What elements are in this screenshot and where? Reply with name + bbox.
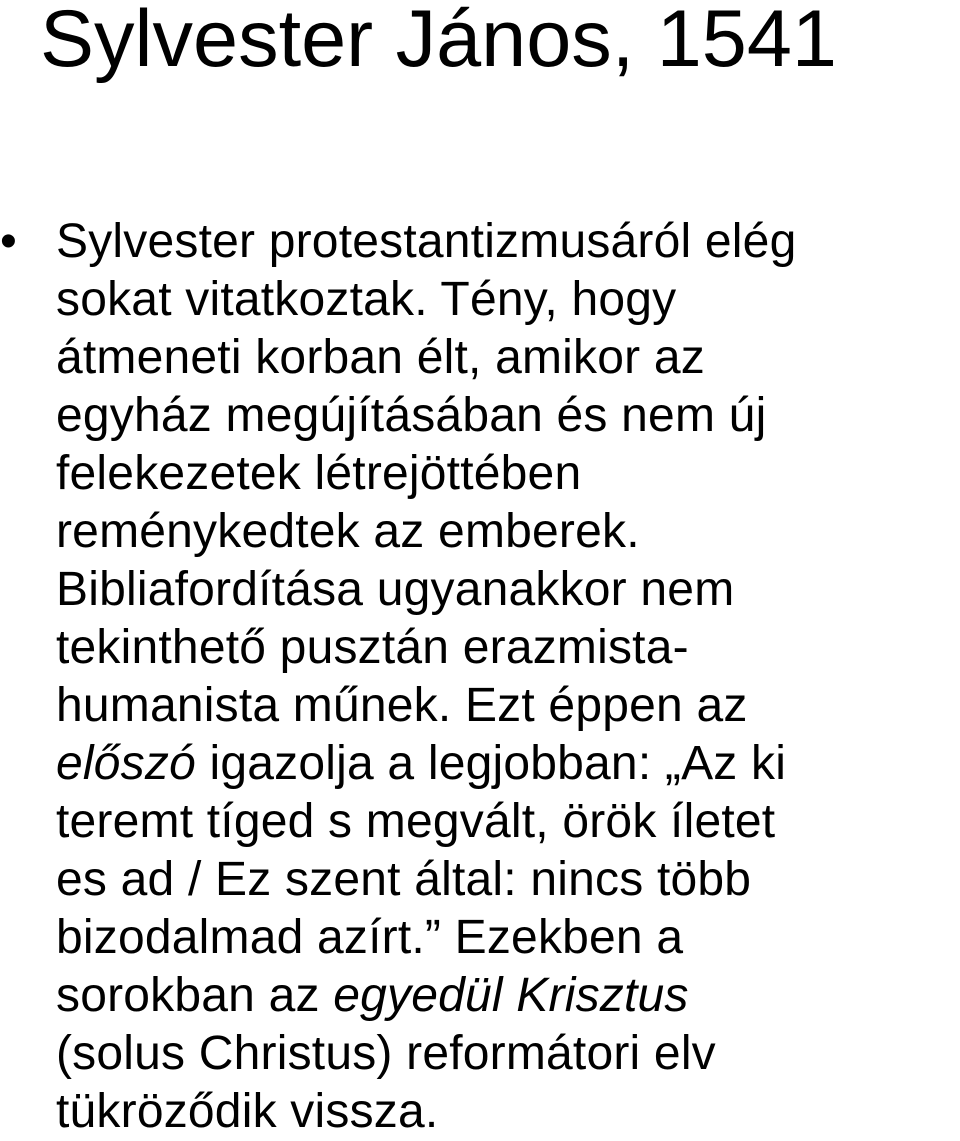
italic-text-run: előszó — [56, 737, 196, 790]
slide-title: Sylvester János, 1541 — [40, 0, 837, 84]
text-run: igazolja a legjobban: „Az ki — [195, 737, 787, 790]
text-run: átmeneti korban élt, amikor az — [56, 331, 705, 384]
text-run: humanista műnek. Ezt éppen az — [56, 679, 748, 732]
text-line — [56, 1025, 956, 1083]
text-run: es ad / Ez szent által: nincs több — [56, 853, 752, 906]
text-run: Bibliafordítása ugyanakkor nem — [56, 563, 735, 616]
text-run: reménykedtek az emberek. — [56, 505, 640, 558]
bullet-text — [56, 213, 956, 1141]
text-run: sokat vitatkoztak. Tény, hogy — [56, 273, 677, 326]
text-line — [56, 967, 956, 1025]
text-line — [56, 445, 956, 503]
text-line — [56, 213, 956, 271]
text-run: teremt tíged s megvált, örök íletet — [56, 795, 776, 848]
text-line — [56, 1083, 956, 1141]
bullet-icon: • — [0, 215, 17, 268]
text-line — [56, 387, 956, 445]
text-line — [56, 503, 956, 561]
text-run: Sylvester protestantizmusáról elég — [56, 215, 797, 268]
text-line — [56, 735, 956, 793]
text-line — [56, 619, 956, 677]
text-run: tükröződik vissza. — [56, 1085, 439, 1138]
text-run: felekezetek létrejöttében — [56, 447, 582, 500]
text-line — [56, 271, 956, 329]
text-run: tekinthető pusztán erazmista- — [56, 621, 689, 674]
text-line — [56, 561, 956, 619]
text-run: egyház megújításában és nem új — [56, 389, 767, 442]
text-line — [56, 329, 956, 387]
text-line — [56, 909, 956, 967]
text-line — [56, 677, 956, 735]
italic-text-run: egyedül Krisztus — [333, 969, 689, 1022]
text-run: bizodalmad azírt.” Ezekben a — [56, 911, 684, 964]
text-run: (solus Christus) reformátori elv — [56, 1027, 716, 1080]
text-line — [56, 851, 956, 909]
text-run: sorokban az — [56, 969, 334, 1022]
text-line — [56, 793, 956, 851]
